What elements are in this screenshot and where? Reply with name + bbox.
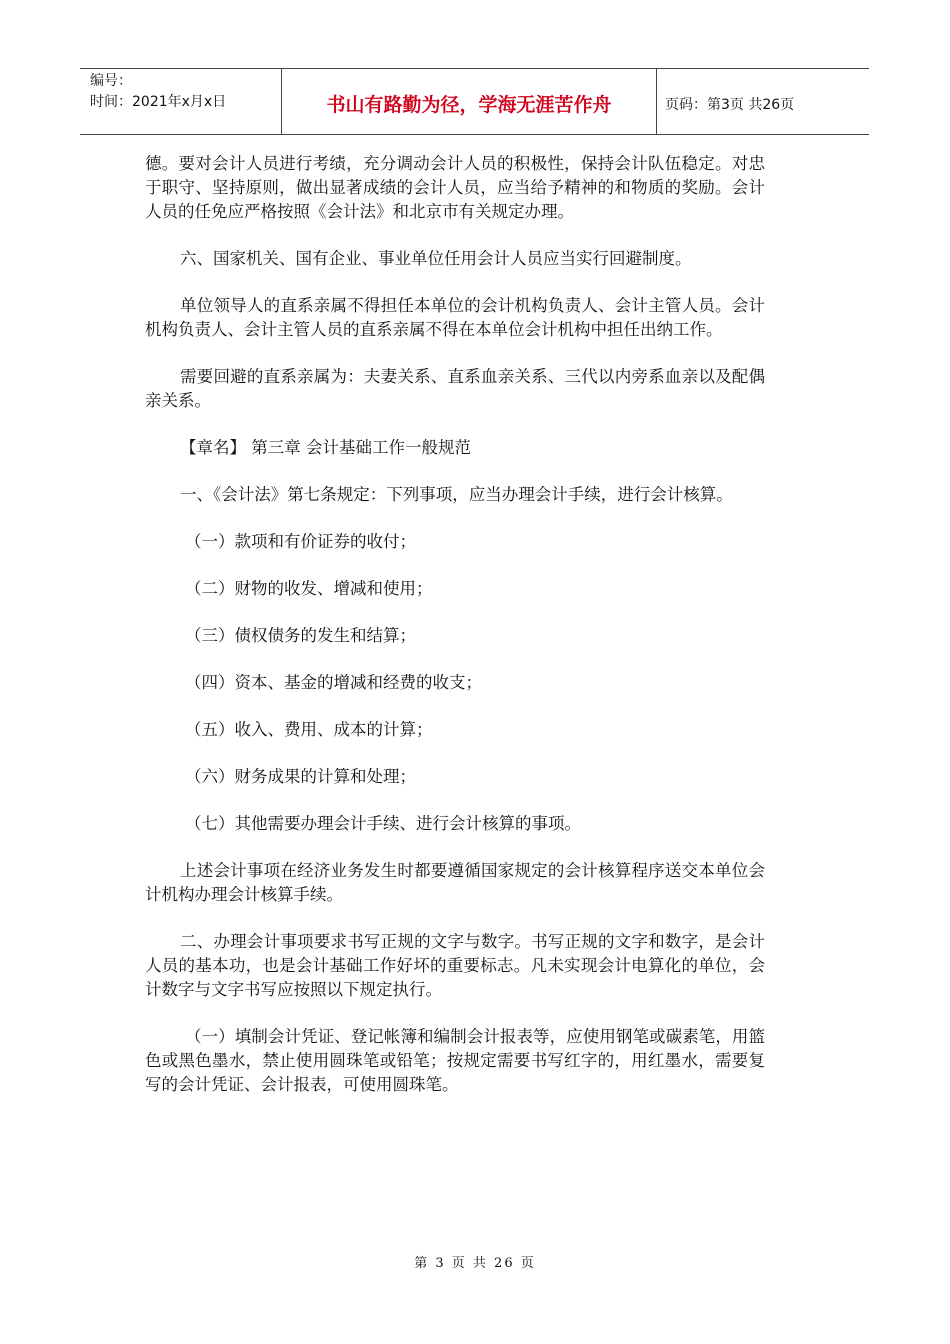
- header-motto-cell: [282, 69, 657, 134]
- body-paragraph: 单位领导人的直系亲属不得担任本单位的会计机构负责人、会计主管人员。会计机构负责人、会计主管人员的直系亲属不得在本单位会计机构中担任出纳工作。: [145, 296, 765, 339]
- body-paragraph: 一、《会计法》第七条规定：下列事项，应当办理会计手续，进行会计核算。: [180, 485, 733, 504]
- body-paragraph: 【章名】 第三章 会计基础工作一般规范: [180, 438, 471, 457]
- page-header: [80, 68, 869, 135]
- body-paragraph: 六、国家机关、国有企业、事业单位任用会计人员应当实行回避制度。: [180, 249, 692, 268]
- footer-page-number: 第 3 页 共 26 页: [414, 1256, 536, 1271]
- body-paragraph: （六）财务成果的计算和处理；: [185, 767, 416, 786]
- header-page-cell: [657, 69, 869, 134]
- body-paragraph: （五）收入、费用、成本的计算；: [185, 720, 433, 739]
- body-paragraph: （三）债权债务的发生和结算；: [185, 626, 416, 645]
- header-meta-cell: [80, 69, 282, 134]
- body-paragraph: 德。要对会计人员进行考绩，充分调动会计人员的积极性，保持会计队伍稳定。对忠于职守、坚持原则，做出显著成绩的会计人员，应当给予精神的和物质的奖励。会计人员的任免应严格按照《会计法》和北京市有关规定办理。: [145, 154, 765, 221]
- page-info: 页码：第3页 共26页: [665, 96, 795, 113]
- number-label: 编号：: [90, 73, 132, 89]
- body-paragraph: （四）资本、基金的增减和经费的收支；: [185, 673, 482, 692]
- body-paragraph: 上述会计事项在经济业务发生时都要遵循国家规定的会计核算程序送交本单位会计机构办理会计核算手续。: [145, 861, 765, 904]
- body-paragraph: 需要回避的直系亲属为：夫妻关系、直系血亲关系、三代以内旁系血亲以及配偶亲关系。: [145, 367, 765, 410]
- body-paragraph: （一）填制会计凭证、登记帐簿和编制会计报表等，应使用钢笔或碳素笔，用篮色或黑色墨水，禁止使用圆珠笔或铅笔；按规定需要书写红字的，用红墨水，需要复写的会计凭证、会计报表，可使用圆珠笔。: [145, 1027, 765, 1094]
- motto-text: 书山有路勤为径，学海无涯苦作舟: [326, 94, 612, 116]
- document-body: [145, 152, 765, 1120]
- body-paragraph: （一）款项和有价证券的收付；: [185, 532, 416, 551]
- page-footer: [0, 1252, 950, 1271]
- time-label: 时间：2021年x月x日: [90, 94, 227, 110]
- body-paragraph: （二）财物的收发、增减和使用；: [185, 579, 433, 598]
- body-paragraph: 二、办理会计事项要求书写正规的文字与数字。书写正规的文字和数字，是会计人员的基本功，也是会计基础工作好坏的重要标志。凡未实现会计电算化的单位，会计数字与文字书写应按照以下规定执行。: [145, 932, 765, 999]
- body-paragraph: （七）其他需要办理会计手续、进行会计核算的事项。: [185, 814, 581, 833]
